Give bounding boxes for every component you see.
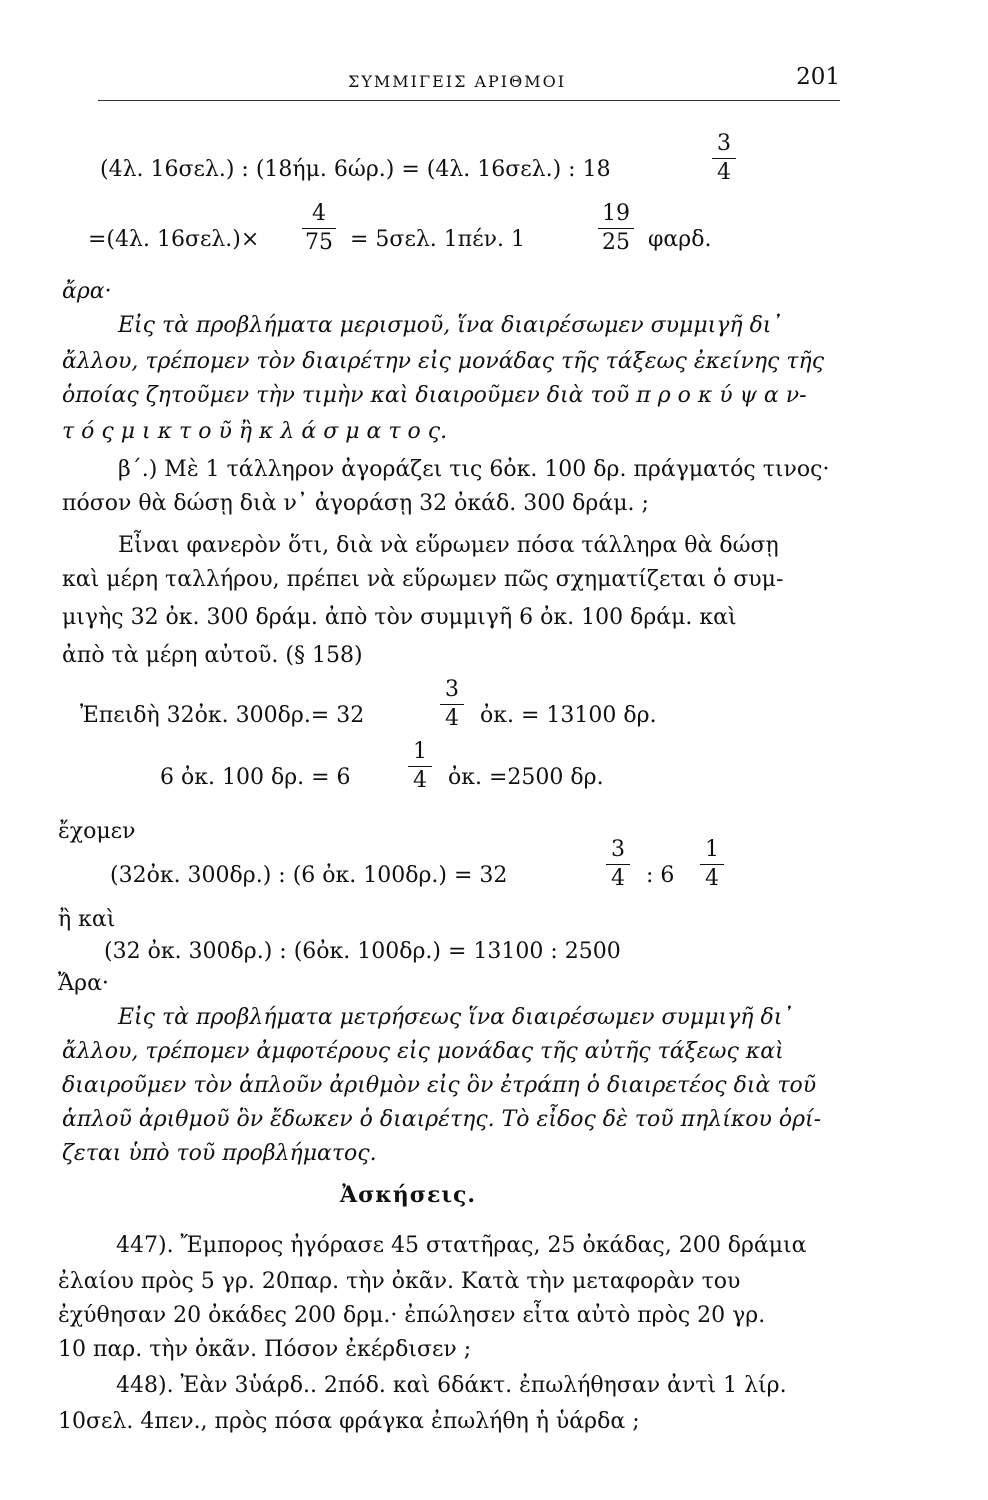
equation-2-left: =(4λ. 16σελ.)× (88, 227, 260, 252)
fraction-numerator: 1 (413, 739, 427, 764)
rule-2-line-3: διαιροῦμεν τὸν ἁπλοῦν ἀριθμὸν εἰς ὃν ἐτράπη ὁ διαιρετέος διὰ τοῦ (62, 1073, 817, 1098)
rule-2-line-2: ἄλλου, τρέπομεν ἀμφοτέρους εἰς μονάδας τῆς αὐτῆς τάξεως καὶ (62, 1039, 784, 1064)
echomen-label: ἔχομεν (58, 819, 136, 844)
fraction-bar (700, 864, 724, 865)
exercise-448-line-1: 448). Ἐὰν 3ὑάρδ.. 2πόδ. καὶ 6δάκτ. ἐπωλήθησαν ἀντὶ 1 λίρ. (116, 1373, 787, 1398)
fraction-bar (712, 158, 736, 159)
rule-2-line-1: Εἰς τὰ προβλήματα μετρήσεως ἵνα διαιρέσωμεν συμμιγῆ δι᾽ (118, 1005, 794, 1030)
fraction-numerator: 19 (602, 201, 630, 226)
exercises-heading: Ἀσκήσεις. (340, 1182, 477, 1208)
rule-1-line-3: ὁποίας ζητοῦμεν τὴν τιμὴν καὶ διαιροῦμεν διὰ τοῦ π ρ ο κ ύ ψ α ν- (62, 383, 807, 408)
fraction-numerator: 3 (611, 837, 625, 862)
fraction-denominator: 25 (602, 230, 630, 255)
equation-2-fraction-1 (302, 202, 336, 255)
conversion-equation-2-left: 6 ὀκ. 100 δρ. = 6 (160, 765, 351, 790)
equation-2-unit: φαρδ. (648, 227, 712, 252)
ratio-equation-left: (32ὀκ. 300δρ.) : (6 ὀκ. 100δρ.) = 32 (110, 863, 508, 888)
exercise-448-line-2: 10σελ. 4πεν., πρὸς πόσα φράγκα ἐπωλήθη ἡ ὑάρδα ; (58, 1409, 640, 1434)
problem-b-line-6: ἀπὸ τὰ μέρη αὐτοῦ. (§ 158) (62, 643, 363, 668)
ratio-equation-simplified: (32 ὀκ. 300δρ.) : (6ὀκ. 100δρ.) = 13100 : 2500 (104, 939, 621, 964)
fraction-bar (302, 228, 336, 229)
exercise-447-line-4: 10 παρ. τὴν ὀκᾶν. Πόσον ἐκέρδισεν ; (58, 1337, 472, 1362)
fraction-denominator: 4 (717, 160, 731, 185)
conversion-equation-2-right: ὀκ. =2500 δρ. (448, 765, 604, 790)
fraction-numerator: 1 (705, 837, 719, 862)
rule-1-line-1: Εἰς τὰ προβλήματα μερισμοῦ, ἵνα διαιρέσωμεν συμμιγῆ δι᾽ (118, 313, 783, 338)
fraction-numerator: 3 (717, 131, 731, 156)
equation-1-left: (4λ. 16σελ.) : (18ήμ. 6ώρ.) = (4λ. 16σελ.) : 18 (100, 157, 611, 182)
problem-b-line-2: πόσον θὰ δώσῃ διὰ ν᾽ ἀγοράσῃ 32 ὀκάδ. 300 δράμ. ; (62, 491, 649, 516)
fraction-bar (598, 228, 634, 229)
conversion-equation-1-right: ὀκ. = 13100 δρ. (480, 703, 657, 728)
problem-b-line-4: καὶ μέρη ταλλήρου, πρέπει νὰ εὕρωμεν πῶς σχηματίζεται ὁ συμ- (62, 567, 784, 592)
rule-1-line-4: τ ό ς μ ι κ τ ο ῦ ἢ κ λ ά σ μ α τ ο ς. (62, 419, 448, 444)
fraction-denominator: 4 (705, 866, 719, 891)
rule-2-line-4: ἁπλοῦ ἀριθμοῦ ὃν ἔδωκεν ὁ διαιρέτης. Τὸ εἶδος δὲ τοῦ πηλίκου ὁρί- (62, 1107, 822, 1132)
running-title: ΣΥΜΜΙΓΕΙΣ ΑΡΙΘΜΟΙ (348, 72, 567, 91)
equation-1-fraction (712, 132, 736, 185)
rule-2-line-5: ζεται ὑπὸ τοῦ προβλήματος. (62, 1141, 377, 1166)
ratio-equation-middle: : 6 (646, 863, 675, 888)
conversion-equation-1-fraction (440, 678, 464, 731)
i-kai-label: ἢ καὶ (58, 907, 116, 932)
ratio-equation-fraction-2 (700, 838, 724, 891)
equation-2-fraction-2 (598, 202, 634, 255)
fraction-denominator: 4 (445, 706, 459, 731)
equation-2-middle: = 5σελ. 1πέν. 1 (350, 227, 525, 252)
exercise-447-line-1: 447). Ἔμπορος ἠγόρασε 45 στατῆρας, 25 ὀκάδας, 200 δράμια (116, 1233, 807, 1258)
exercise-447-line-3: ἐχύθησαν 20 ὀκάδες 200 δρμ.· ἐπώλησεν εἶτα αὐτὸ πρὸς 20 γρ. (58, 1303, 766, 1328)
conversion-equation-2-fraction (408, 740, 432, 793)
problem-b-line-5: μιγὴς 32 ὀκ. 300 δράμ. ἀπὸ τὸν συμμιγῆ 6 ὀκ. 100 δράμ. καὶ (62, 605, 737, 630)
fraction-numerator: 4 (312, 201, 326, 226)
exercise-447-line-2: ἐλαίου πρὸς 5 γρ. 20παρ. τὴν ὀκᾶν. Κατὰ τὴν μεταφορὰν του (58, 1269, 741, 1294)
rule-1-line-2: ἄλλου, τρέπομεν τὸν διαιρέτην εἰς μονάδας τῆς τάξεως ἐκείνης τῆς (62, 349, 825, 374)
conversion-equation-1-left: Ἐπειδὴ 32ὀκ. 300δρ.= 32 (80, 703, 365, 728)
ara-label-2: Ἄρα· (58, 971, 109, 996)
fraction-denominator: 75 (305, 230, 333, 255)
problem-b-line-3: Εἶναι φανερὸν ὅτι, διὰ νὰ εὕρωμεν πόσα τάλληρα θὰ δώσῃ (118, 533, 779, 558)
problem-b-line-1: β΄.) Μὲ 1 τάλληρον ἀγοράζει τις 6ὀκ. 100 δρ. πράγματός τινος· (118, 457, 830, 482)
fraction-denominator: 4 (413, 768, 427, 793)
page-header (98, 52, 840, 101)
fraction-bar (606, 864, 630, 865)
fraction-bar (408, 766, 432, 767)
page-number: 201 (796, 64, 840, 90)
fraction-numerator: 3 (445, 677, 459, 702)
ara-label-1: ἄρα· (62, 279, 112, 304)
fraction-bar (440, 704, 464, 705)
ratio-equation-fraction-1 (606, 838, 630, 891)
fraction-denominator: 4 (611, 866, 625, 891)
